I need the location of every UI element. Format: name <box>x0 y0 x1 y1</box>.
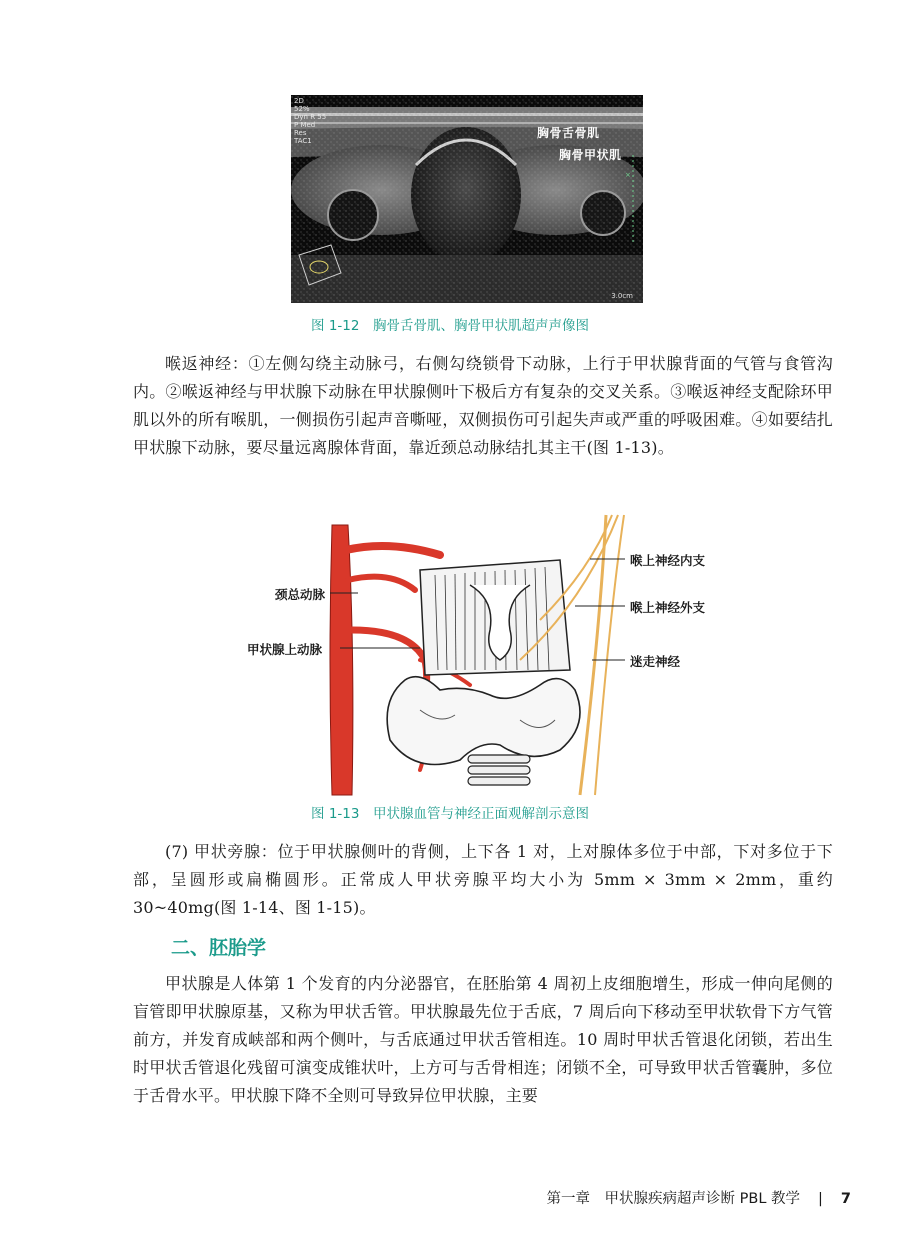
paragraph-parathyroid: (7) 甲状旁腺：位于甲状腺侧叶的背侧，上下各 1 对，上对腺体多位于中部，下对多位于下部，呈圆形或扁椭圆形。正常成人甲状旁腺平均大小为 5mm × 3mm × 2mm，重约30~40mg(图 1-14、图 1-15)。 <box>133 842 833 917</box>
ultrasound-image <box>291 95 643 303</box>
page-footer <box>547 1187 851 1208</box>
footer-separator: | <box>818 1191 823 1207</box>
paragraph-recurrent-nerve: 喉返神经：①左侧勾绕主动脉弓，右侧勾绕锁骨下动脉，上行于甲状腺背面的气管与食管沟内。②喉返神经与甲状腺下动脉在甲状腺侧叶下极后方有复杂的交叉关系。③喉返神经支配除环甲肌以外的所有喉肌，一侧损伤引起声音嘶哑，双侧损伤可引起失声或严重的呼吸困难。④如要结扎甲状腺下动脉，要尽量远离腺体背面，靠近颈总动脉结扎其主干(图 1-13)。 <box>133 354 833 457</box>
page-number: 7 <box>840 1191 851 1207</box>
figure-1-13-caption: 图 1-13 甲状腺血管与神经正面观解剖示意图 <box>311 806 589 822</box>
ultrasound-scale: 3.0cm <box>611 292 633 300</box>
label-common-carotid: 颈总动脉 <box>275 587 326 602</box>
footer-chapter: 第一章 甲状腺疾病超声诊断 PBL 教学 <box>546 1191 801 1207</box>
figure-1-12-caption: 图 1-12 胸骨舌骨肌、胸骨甲状肌超声声像图 <box>311 318 589 334</box>
label-sternothyroid: 胸骨甲状肌 <box>559 148 622 162</box>
ultrasound-settings: 2D 52% Dyn R 55 P Med Res TAC1 <box>294 97 327 145</box>
label-vagus-nerve: 迷走神经 <box>630 654 681 669</box>
label-superior-thyroid-artery: 甲状腺上动脉 <box>247 642 323 657</box>
svg-text:×: × <box>625 171 631 179</box>
label-internal-laryngeal-nerve: 喉上神经内支 <box>630 553 706 568</box>
label-external-laryngeal-nerve: 喉上神经外支 <box>630 600 706 615</box>
paragraph-embryology: 甲状腺是人体第 1 个发育的内分泌器官，在胚胎第 4 周初上皮细胞增生，形成一伸向尾侧的盲管即甲状腺原基，又称为甲状舌管。甲状腺最先位于舌底，7 周后向下移动至甲状软骨下方气管前方，并发育成峡部和两个侧叶，与舌底通过甲状舌管相连。10 周时甲状舌管退化闭锁，若出生时甲状舌管退化残留可演变成锥状叶，上方可与舌骨相连；闭锁不全，可导致甲状舌管囊肿，多位于舌骨水平。甲状腺下降不全则可导致异位甲状腺，主要 <box>133 974 833 1105</box>
section-title-embryology: 二、胚胎学 <box>171 937 267 959</box>
anatomy-diagram <box>240 510 740 800</box>
label-sternohyoid: 胸骨舌骨肌 <box>537 126 600 140</box>
